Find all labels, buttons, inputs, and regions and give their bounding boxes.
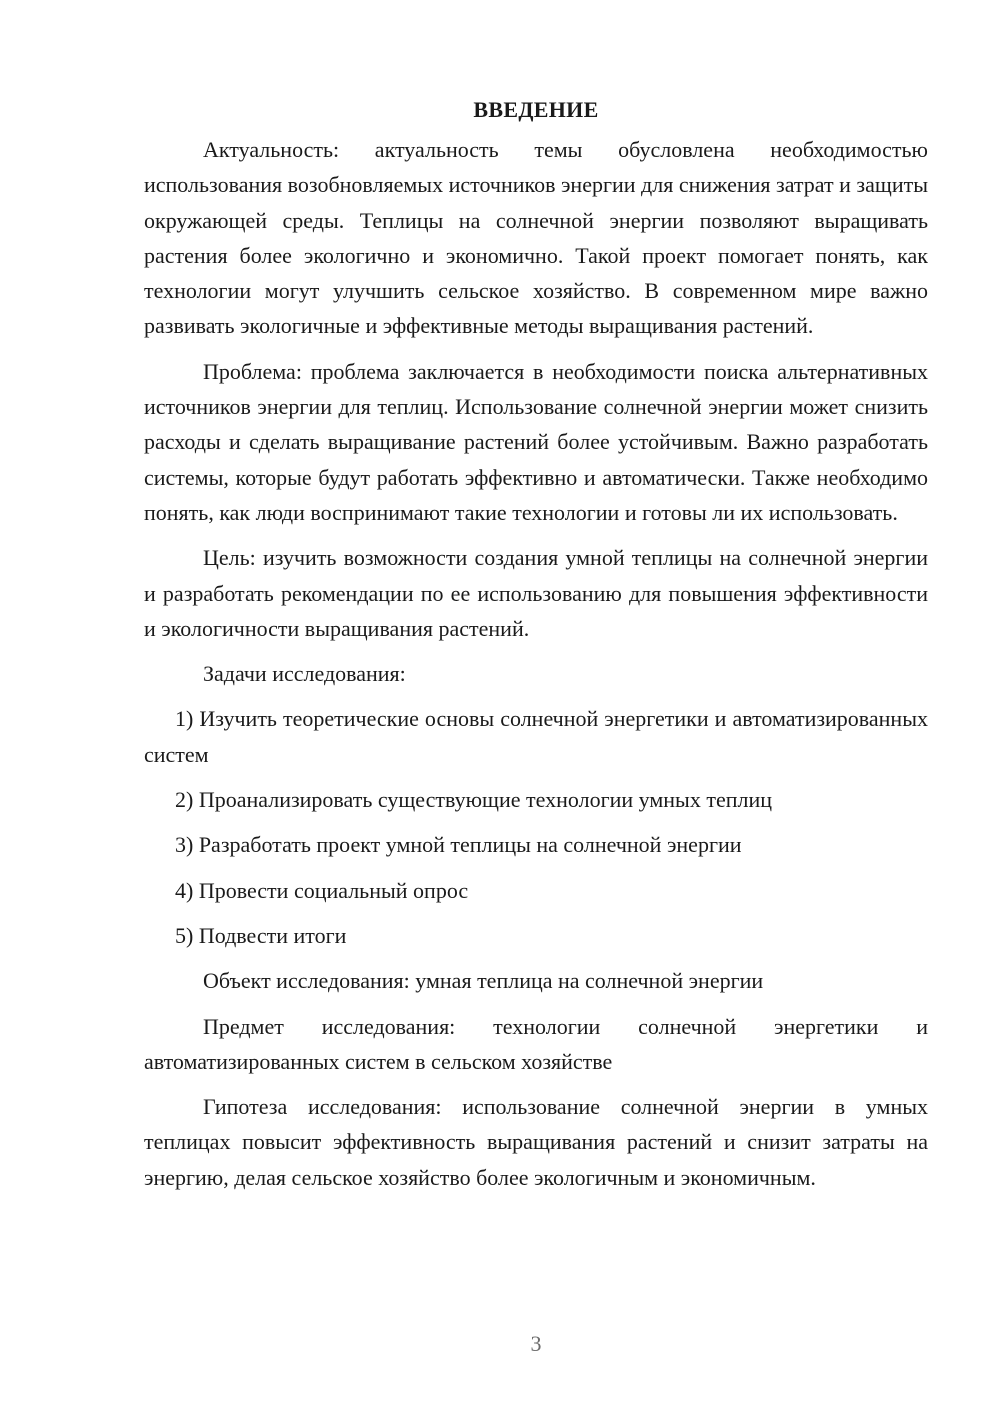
document-page bbox=[144, 92, 928, 1207]
list-item: 5) Подвести итоги bbox=[175, 922, 347, 948]
section-heading: ВВЕДЕНИЕ bbox=[473, 97, 599, 122]
paragraph-hypothesis: Гипотеза исследования: использование солнечной энергии в умных теплицах повысит эффективность выращивания растений и снизит затраты на энергию, делая сельское хозяйство более экологичным и экономичным. bbox=[144, 1094, 928, 1190]
paragraph-problem: Проблема: проблема заключается в необходимости поиска альтернативных источников энергии для теплиц. Использование солнечной энергии может снизить расходы и сделать выращивание растений более устойчивым. Важно разработать системы, которые будут работать эффективно и автоматически. Также необходимо понять, как люди воспринимают такие технологии и готовы ли их использовать. bbox=[144, 358, 928, 525]
list-item: 2) Проанализировать существующие технологии умных теплиц bbox=[175, 787, 773, 813]
list-item: 1) Изучить теоретические основы солнечной энергетики и автоматизированных систем bbox=[144, 706, 928, 767]
tasks-list bbox=[144, 701, 928, 953]
paragraph-subject: Предмет исследования: технологии солнечной энергетики и автоматизированных систем в сельском хозяйстве bbox=[144, 1013, 928, 1074]
paragraph-tasks-title: Задачи исследования: bbox=[203, 661, 406, 687]
paragraph-goal: Цель: изучить возможности создания умной теплицы на солнечной энергии и разработать рекомендации по ее использованию для повышения эффективности и экологичности выращивания растений. bbox=[144, 545, 928, 641]
list-item: 4) Провести социальный опрос bbox=[175, 877, 469, 903]
page-number: 3 bbox=[530, 1331, 542, 1356]
list-item: 3) Разработать проект умной теплицы на солнечной энергии bbox=[175, 832, 742, 858]
paragraph-relevance: Актуальность: актуальность темы обусловлена необходимостью использования возобновляемых источников энергии для снижения затрат и защиты окружающей среды. Теплицы на солнечной энергии позволяют выращивать растения более экологично и экономично. Такой проект помогает понять, как технологии могут улучшить сельское хозяйство. В современном мире важно развивать экологичные и эффективные методы выращивания растений. bbox=[144, 137, 928, 339]
paragraph-object: Объект исследования: умная теплица на солнечной энергии bbox=[203, 968, 764, 994]
